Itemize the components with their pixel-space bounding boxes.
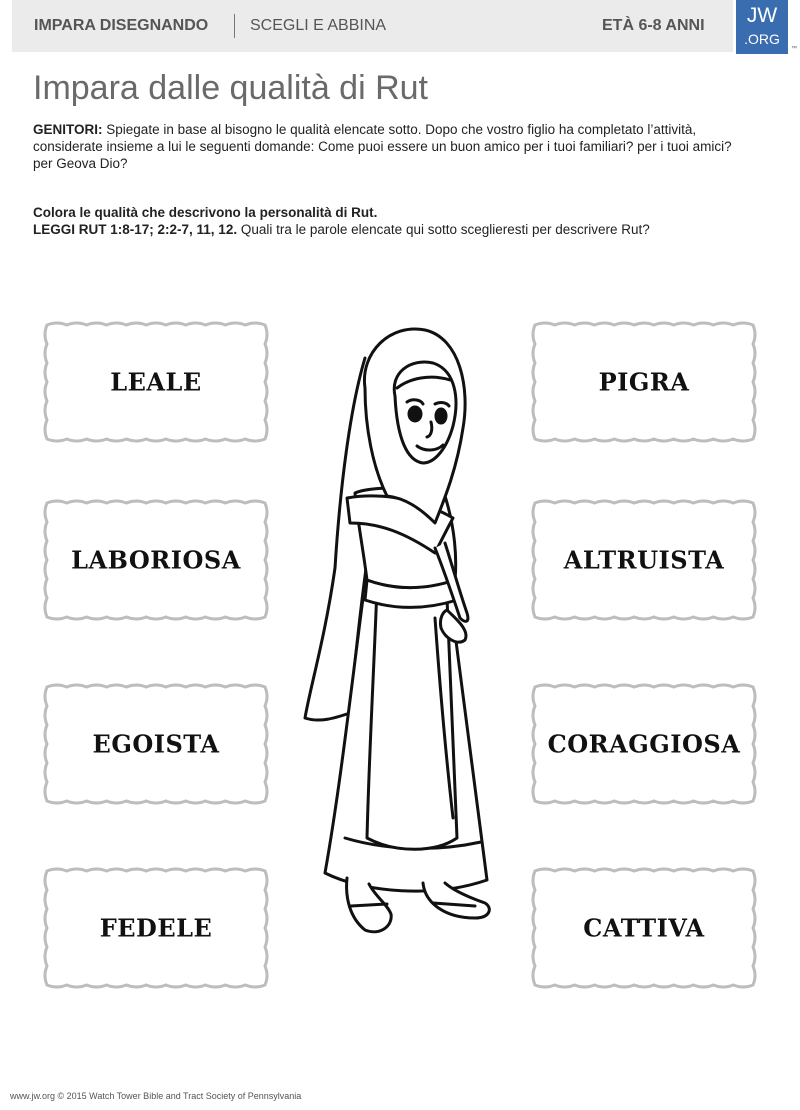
quality-label: CATTIVA xyxy=(583,913,705,943)
reading-question: Quali tra le parole elencate qui sotto sceglieresti per descrivere Rut? xyxy=(240,222,650,237)
quality-label: FEDELE xyxy=(99,913,213,943)
quality-label: CORAGGIOSA xyxy=(547,729,741,759)
parents-label: GENITORI: xyxy=(33,122,103,137)
header-divider xyxy=(234,14,235,38)
logo-bottom-text: .ORG xyxy=(744,31,780,47)
jw-org-logo[interactable] xyxy=(736,0,788,54)
quality-label: ALTRUISTA xyxy=(563,545,725,575)
quality-label: LABORIOSA xyxy=(71,545,241,575)
copyright-footer: www.jw.org © 2015 Watch Tower Bible and Tract Society of Pennsylvania xyxy=(10,1091,302,1101)
activity-type: SCEGLI E ABBINA xyxy=(250,17,387,34)
parents-text: Spiegate in base al bisogno le qualità elencate sotto. Dopo che vostro figlio ha completato l’attività, considerate insieme a lui le seguenti domande: Come puoi essere un buon amico per i tuoi familiari? per i tuoi amici? per Geova Dio? xyxy=(33,122,732,171)
quality-card-coraggiosa[interactable] xyxy=(528,680,760,808)
reading-reference: LEGGI RUT 1:8-17; 2:2-7, 11, 12. xyxy=(33,222,238,237)
series-title: IMPARA DISEGNANDO xyxy=(34,17,209,34)
quality-label: LEALE xyxy=(110,367,202,397)
parents-note xyxy=(33,121,753,172)
quality-label: PIGRA xyxy=(598,367,690,397)
quality-card-pigra[interactable] xyxy=(528,318,760,446)
reading-instruction xyxy=(33,221,753,238)
quality-card-egoista[interactable] xyxy=(40,680,272,808)
coloring-instruction: Colora le qualità che descrivono la personalità di Rut. xyxy=(33,205,378,220)
quality-card-fedele[interactable] xyxy=(40,864,272,992)
quality-label: EGOISTA xyxy=(92,729,220,759)
ruth-illustration xyxy=(295,318,505,958)
quality-card-cattiva[interactable] xyxy=(528,864,760,992)
age-range: ETÀ 6-8 ANNI xyxy=(602,17,705,34)
trademark-symbol: ™ xyxy=(791,46,797,52)
logo-top-text: JW xyxy=(746,4,778,27)
quality-card-laboriosa[interactable] xyxy=(40,496,272,624)
page-title: Impara dalle qualità di Rut xyxy=(33,69,429,107)
quality-card-altruista[interactable] xyxy=(528,496,760,624)
quality-card-leale[interactable] xyxy=(40,318,272,446)
